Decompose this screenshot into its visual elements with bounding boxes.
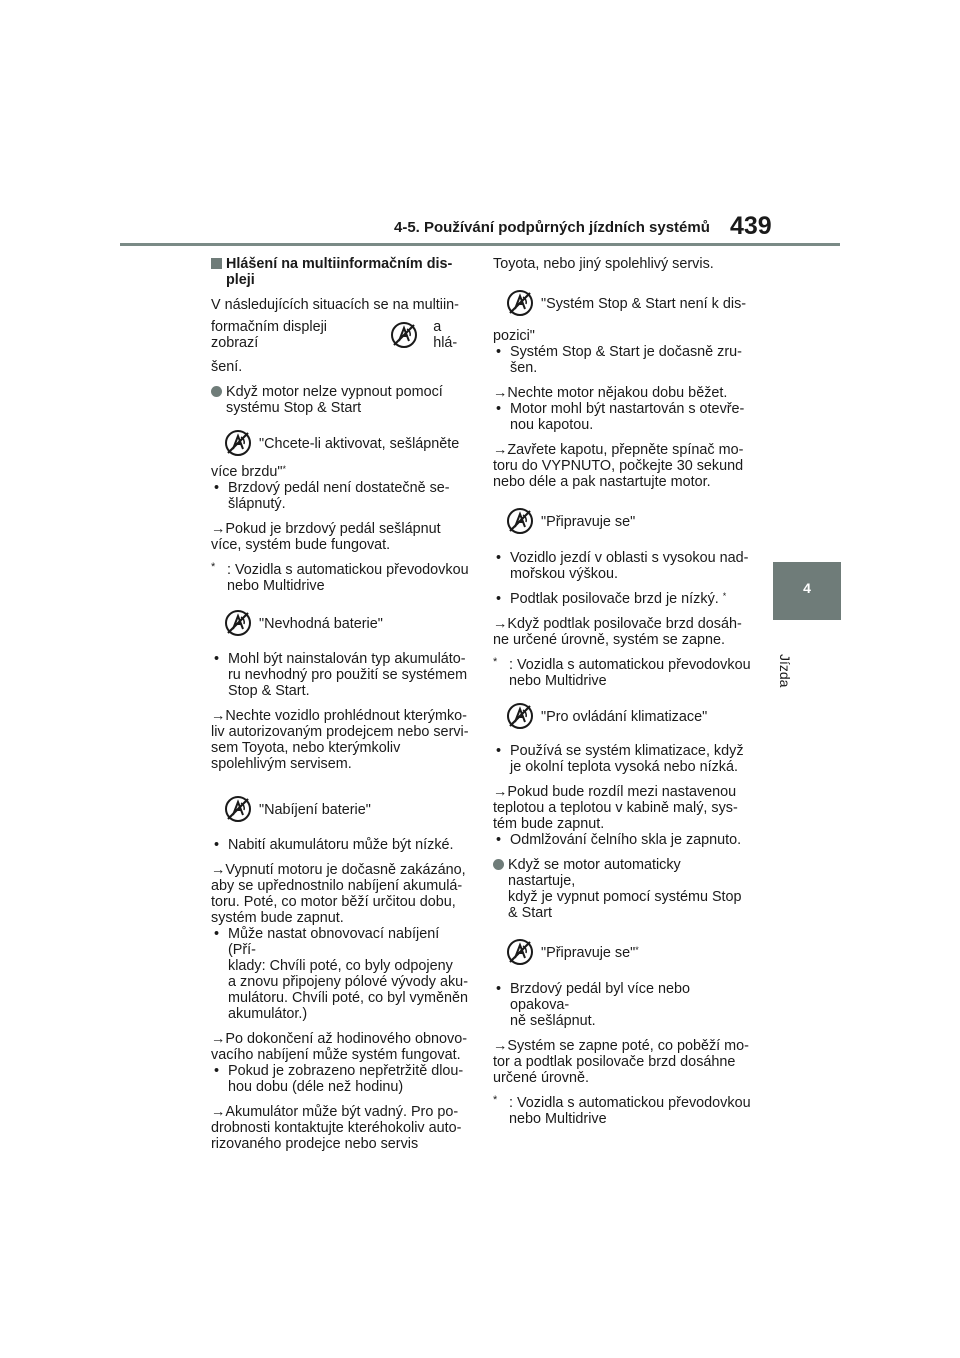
intro-line-1: V následujících situacích se na multiin- <box>211 297 459 313</box>
bullet-text: Brzdový pedál byl více nebo opakova- ně sešlápnut. <box>510 981 690 1029</box>
section-heading <box>211 256 469 288</box>
intro-text-a: formačním displeji zobrazí <box>211 319 327 351</box>
bullet-item <box>211 651 469 699</box>
message-text: "Systém Stop & Start není k dis- <box>541 296 747 312</box>
footnote <box>493 1095 751 1127</box>
chapter-tab <box>773 562 841 620</box>
bullet-text: Odmlžování čelního skla je zapnuto. <box>510 832 742 848</box>
message-text: "Pro ovládání klimatizace" <box>541 709 708 725</box>
intro-line-3: šení. <box>211 359 243 375</box>
message-text: "Chcete-li aktivovat, sešlápněte <box>259 436 460 452</box>
bullet-text: Motor mohl být nastartován s otevře- nou kapotou. <box>510 401 745 433</box>
page-number: 439 <box>730 212 772 240</box>
footnote-mark: * <box>211 561 216 573</box>
bullet-item <box>493 344 751 376</box>
bullet-text: Pokud je zobrazeno nepřetržitě dlou- hou dobu (déle než hodinu) <box>228 1063 464 1095</box>
chapter-label: Jízda <box>777 654 793 688</box>
action-text: →Po dokončení až hodinového obnovo- vacího nabíjení může systém fungovat. <box>211 1031 468 1063</box>
bullet-text: Podtlak posilovače brzd je nízký. <box>510 591 719 607</box>
action-text: →Akumulátor může být vadný. Pro po- drobnosti kontaktujte kteréhokoliv auto- rizovaného prodejce nebo servis <box>211 1104 462 1152</box>
footnote-mark: * <box>282 464 287 474</box>
intro-line-2 <box>211 319 469 351</box>
bullet-item <box>211 837 469 853</box>
bullet-item <box>493 743 751 775</box>
footnote-text: : Vozidla s automatickou převodovkou nebo Multidrive <box>227 562 469 594</box>
action-text: →Vypnutí motoru je dočasně zakázáno, aby se upřednostnilo nabíjení akumulá- toru. Poté, co motor běží určitou dobu, systém bude zapnut. <box>211 862 466 926</box>
case-engine-cannot-stop <box>211 384 469 416</box>
action-text: →Pokud bude rozdíl mezi nastavenou teplotou a teplotou v kabině malý, sys- tém bude zapnut. <box>493 784 738 832</box>
bullet-mark: • <box>214 837 220 853</box>
stop-start-off-icon <box>505 701 535 731</box>
bullet-item <box>493 550 751 582</box>
bullet-mark: • <box>214 1063 220 1079</box>
section-heading-text: Hlášení na multiinformačním dis- pleji <box>226 256 453 288</box>
bullet-mark: • <box>496 550 502 566</box>
bullet-text: Může nastat obnovovací nabíjení (Pří- klady: Chvíli poté, co byly odpojeny a znovu připojeny pólové vývody aku- mulátoru. Chvíli poté, co byl vyměněn akumulátor.) <box>228 926 468 1022</box>
message-cont: pozici" <box>493 328 535 344</box>
bullet-item <box>493 832 751 848</box>
stop-start-off-icon <box>505 288 535 318</box>
round-bullet-icon <box>493 859 504 870</box>
footnote-mark: * <box>722 591 727 601</box>
square-bullet-icon <box>211 258 222 269</box>
bullet-mark: • <box>496 743 502 759</box>
action-text: →Zavřete kapotu, přepněte spínač mo- toru do VYPNUTO, počkejte 30 sekund nebo déle a pak nastartujte motor. <box>493 442 744 490</box>
message-text: "Připravuje se" <box>541 514 636 530</box>
stop-start-off-icon <box>389 320 419 350</box>
bullet-text: Systém Stop & Start je dočasně zru- šen. <box>510 344 742 376</box>
bullet-mark: • <box>214 926 220 942</box>
footnote-mark: * <box>493 656 498 668</box>
section-title: 4-5. Používání podpůrných jízdních systémů <box>394 219 710 236</box>
case-text: Když se motor automaticky nastartuje, když je vypnut pomocí systému Stop & Start <box>508 857 742 921</box>
message-row <box>211 792 469 828</box>
action-text: →Pokud je brzdový pedál sešlápnut více, systém bude fungovat. <box>211 521 441 553</box>
action-text: →Když podtlak posilovače brzd dosáh- ne určené úrovně, systém se zapne. <box>493 616 742 648</box>
bullet-item <box>211 926 469 1022</box>
chapter-number: 4 <box>803 580 811 596</box>
bullet-item <box>493 981 751 1029</box>
bullet-mark: • <box>496 981 502 997</box>
footnote-mark: * <box>635 945 639 955</box>
case-text: Když motor nelze vypnout pomocí systému Stop & Start <box>226 384 443 416</box>
round-bullet-icon <box>211 386 222 397</box>
message-cont-text: více brzdu" <box>211 464 283 480</box>
bullet-item <box>493 401 751 433</box>
message-row <box>211 606 469 642</box>
continued-text: Toyota, nebo jiný spolehlivý servis. <box>493 256 714 272</box>
bullet-text: Brzdový pedál není dostatečně se- šlápnutý. <box>228 480 450 512</box>
footnote <box>211 562 469 594</box>
stop-start-off-icon <box>505 506 535 536</box>
right-column <box>493 256 751 1127</box>
message-row <box>493 699 751 735</box>
message-row <box>493 935 751 971</box>
bullet-mark: • <box>214 651 220 667</box>
stop-start-off-icon <box>223 608 253 638</box>
bullet-mark: • <box>496 344 502 360</box>
bullet-mark: • <box>496 832 502 848</box>
intro-text-b: a hlá- <box>433 319 458 351</box>
action-text: →Nechte vozidlo prohlédnout kterýmko- liv autorizovaným prodejcem nebo servi- sem Toyota, nebo kterýmkoliv spolehlivým servisem. <box>211 708 469 772</box>
message-row <box>493 286 751 322</box>
left-column <box>211 256 469 1152</box>
footnote-text: : Vozidla s automatickou převodovkou nebo Multidrive <box>509 1095 751 1127</box>
action-text: →Systém se zapne poté, co poběží mo- tor a podtlak posilovače brzd dosáhne určené úrovně. <box>493 1038 749 1086</box>
bullet-mark: • <box>496 591 502 607</box>
message-text-main: "Připravuje se" <box>541 945 636 961</box>
message-text: "Nabíjení baterie" <box>259 802 371 818</box>
action-text: →Nechte motor nějakou dobu běžet. <box>493 385 728 401</box>
bullet-text: Mohl být nainstalován typ akumuláto- ru nevhodný pro použití se systémem Stop & Start. <box>228 651 468 699</box>
bullet-item <box>211 1063 469 1095</box>
stop-start-off-icon <box>223 428 253 458</box>
footnote-mark: * <box>493 1094 498 1106</box>
bullet-mark: • <box>496 401 502 417</box>
bullet-text: Vozidlo jezdí v oblasti s vysokou nad- mořskou výškou. <box>510 550 749 582</box>
stop-start-off-icon <box>505 937 535 967</box>
bullet-text: Používá se systém klimatizace, když je okolní teplota vysoká nebo nízká. <box>510 743 744 775</box>
message-cont <box>211 464 469 480</box>
footnote-text: : Vozidla s automatickou převodovkou nebo Multidrive <box>509 657 751 689</box>
message-text: "Nevhodná baterie" <box>259 616 383 632</box>
message-text <box>541 945 639 961</box>
case-engine-auto-restart <box>493 857 751 921</box>
message-row <box>493 504 751 540</box>
bullet-item <box>493 591 751 607</box>
bullet-mark: • <box>214 480 220 496</box>
bullet-item <box>211 480 469 512</box>
bullet-text: Nabití akumulátoru může být nízké. <box>228 837 454 853</box>
footnote <box>493 657 751 689</box>
stop-start-off-icon <box>223 794 253 824</box>
message-row <box>211 426 469 462</box>
header-rule <box>120 243 840 246</box>
